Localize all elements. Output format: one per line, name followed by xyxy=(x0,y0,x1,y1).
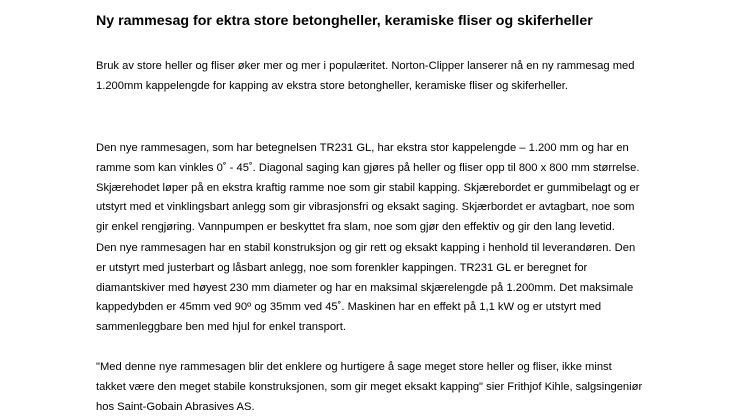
text-line: Den nye rammesagen, som har betegnelsen TR231 GL, har ekstra stor kappelengde – 1.200 mm og har en xyxy=(96,142,629,154)
document-title: Ny rammesag for ektra store betongheller, keramiske fliser og skiferheller xyxy=(96,13,593,29)
text-line: 1.200mm kappelengde for kapping av ekstra store betongheller, keramiske fliser og skiferheller. xyxy=(96,79,568,92)
text-line: hos Saint-Gobain Abrasives AS. xyxy=(96,400,255,413)
paragraph-features xyxy=(96,139,716,238)
text-line: utstyrt med et vinklingsbart anlegg som gir vibrasjonsfri og eksakt saging. Skjærbordet er avtagbart, noe som xyxy=(96,201,635,214)
text-line: er utstyrt med justerbart og låsbart anlegg, noe som forenkler kappingen. TR231 GL er beregnet for xyxy=(96,261,588,274)
text-line: "Med denne nye rammesagen blir det enklere og hurtigere å sage meget store heller og fliser, ikke minst xyxy=(96,361,612,373)
text-line: diamantskiver med høyest 230 mm diameter og har en maksimal skjærelengde på 1.200mm. Det maksimale xyxy=(96,281,634,294)
text-line: gir enkel rengjøring. Vannpumpen er beskyttet fra slam, noe som gjør den effektiv og gir den lang levetid. xyxy=(96,221,615,234)
text-line: takket være den meget stabile konstruksjonen, som gir meget eksakt kapping" sier Frithjof Kihle, salgsingeniør xyxy=(96,380,643,393)
text-line: Skjærehodet løper på en ekstra kraftig ramme noe som gir stabil kapping. Skjærebordet er gummibelagt og er xyxy=(96,181,640,194)
paragraph-intro xyxy=(96,57,716,97)
text-line: sammenleggbare ben med hjul for enkel transport. xyxy=(96,321,346,334)
paragraph-quote xyxy=(96,358,716,417)
text-line: ramme som kan vinkles 0˚ - 45˚. Diagonal saging kan gjøres på heller og fliser opp til 800 x 800 mm størrelse. xyxy=(96,161,640,174)
paragraph-specifications xyxy=(96,239,716,338)
text-line: kappedybden er 45mm ved 90º og 35mm ved 45˚. Maskinen har en effekt på 1,1 kW og er utstyrt med xyxy=(96,301,602,314)
text-line: Den nye rammesagen har en stabil konstruksjon og gir rett og eksakt kapping i henhold til leverandøren. Den xyxy=(96,242,636,254)
text-line: Bruk av store heller og fliser øker mer og mer i populæritet. Norton-Clipper lanserer nå en ny rammesag med xyxy=(96,60,635,72)
